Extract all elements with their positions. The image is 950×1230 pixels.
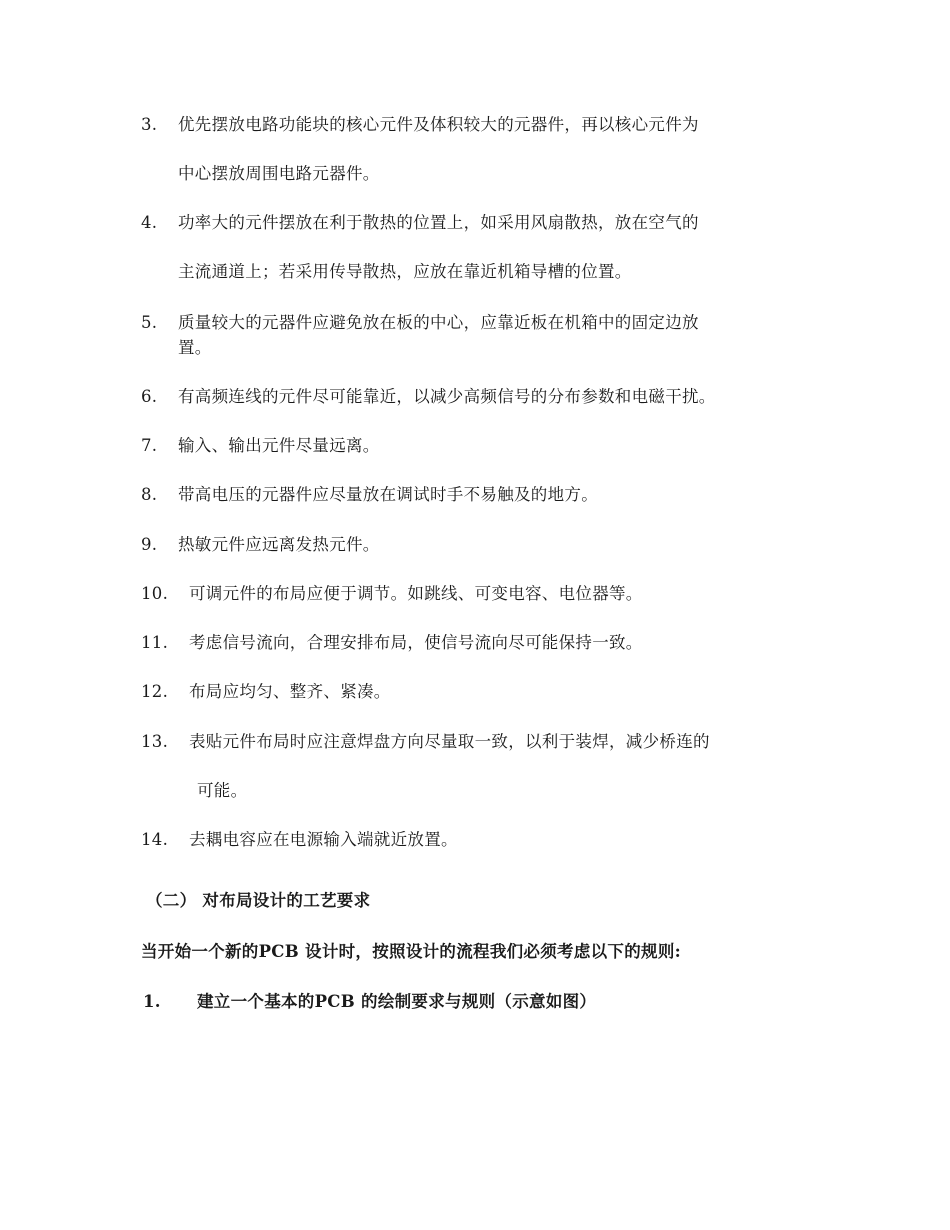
list-item-8 [141, 485, 598, 505]
item-text: 质量较大的元器件应避免放在板的中心，应靠近板在机箱中的固定边放 [178, 313, 699, 332]
item-text: 带高电压的元器件应尽量放在调试时手不易触及的地方。 [178, 485, 598, 504]
list-item-3-continuation: 中心摆放周围电路元器件。 [178, 164, 380, 183]
item-number: 7. [141, 436, 158, 455]
item-text: 表贴元件布局时应注意焊盘方向尽量取一致，以利于装焊，减少桥连的 [189, 732, 710, 751]
step-text: 建立一个基本的PCB 的绘制要求与规则（示意如图） [197, 992, 597, 1011]
item-text: 去耦电容应在电源输入端就近放置。 [189, 830, 458, 849]
item-number: 10. [141, 584, 169, 603]
list-item-4 [141, 213, 699, 233]
item-number: 12. [141, 682, 169, 701]
list-item-10 [141, 584, 643, 604]
item-number: 11. [141, 633, 169, 652]
item-text: 优先摆放电路功能块的核心元件及体积较大的元器件，再以核心元件为 [178, 115, 699, 134]
item-text: 可调元件的布局应便于调节。如跳线、可变电容、电位器等。 [189, 584, 643, 603]
section-title: 对布局设计的工艺要求 [202, 891, 371, 910]
item-number: 14. [141, 830, 169, 849]
item-number: 6. [141, 387, 158, 406]
item-number: 3. [141, 115, 158, 134]
list-item-7 [141, 436, 380, 456]
item-text: 有高频连线的元件尽可能靠近，以减少高频信号的分布参数和电磁干扰。 [178, 387, 716, 406]
step-1 [143, 992, 596, 1012]
item-text: 布局应均匀、整齐、紧凑。 [189, 682, 391, 701]
list-item-14 [141, 830, 458, 850]
item-number: 5. [141, 313, 158, 332]
list-item-6 [141, 387, 716, 407]
list-item-12 [141, 682, 391, 702]
list-item-13 [141, 732, 710, 752]
item-number: 4. [141, 213, 158, 232]
item-text: 输入、输出元件尽量远离。 [178, 436, 380, 455]
section-number: （二） [146, 891, 197, 910]
section-heading [146, 891, 370, 911]
list-item-13-continuation: 可能。 [197, 781, 248, 800]
list-item-5-continuation: 置。 [178, 338, 212, 357]
item-text: 功率大的元件摆放在利于散热的位置上，如采用风扇散热，放在空气的 [178, 213, 699, 232]
list-item-5 [141, 313, 699, 333]
item-number: 9. [141, 535, 158, 554]
item-number: 8. [141, 485, 158, 504]
item-text: 考虑信号流向，合理安排布局，使信号流向尽可能保持一致。 [189, 633, 643, 652]
list-item-11 [141, 633, 643, 653]
item-text: 热敏元件应远离发热元件。 [178, 535, 380, 554]
list-item-9 [141, 535, 380, 555]
step-number: 1. [143, 992, 161, 1011]
item-number: 13. [141, 732, 169, 751]
list-item-3 [141, 115, 699, 135]
list-item-4-continuation: 主流通道上；若采用传导散热，应放在靠近机箱导槽的位置。 [178, 262, 632, 281]
intro-paragraph: 当开始一个新的PCB 设计时，按照设计的流程我们必须考虑以下的规则: [141, 942, 682, 961]
